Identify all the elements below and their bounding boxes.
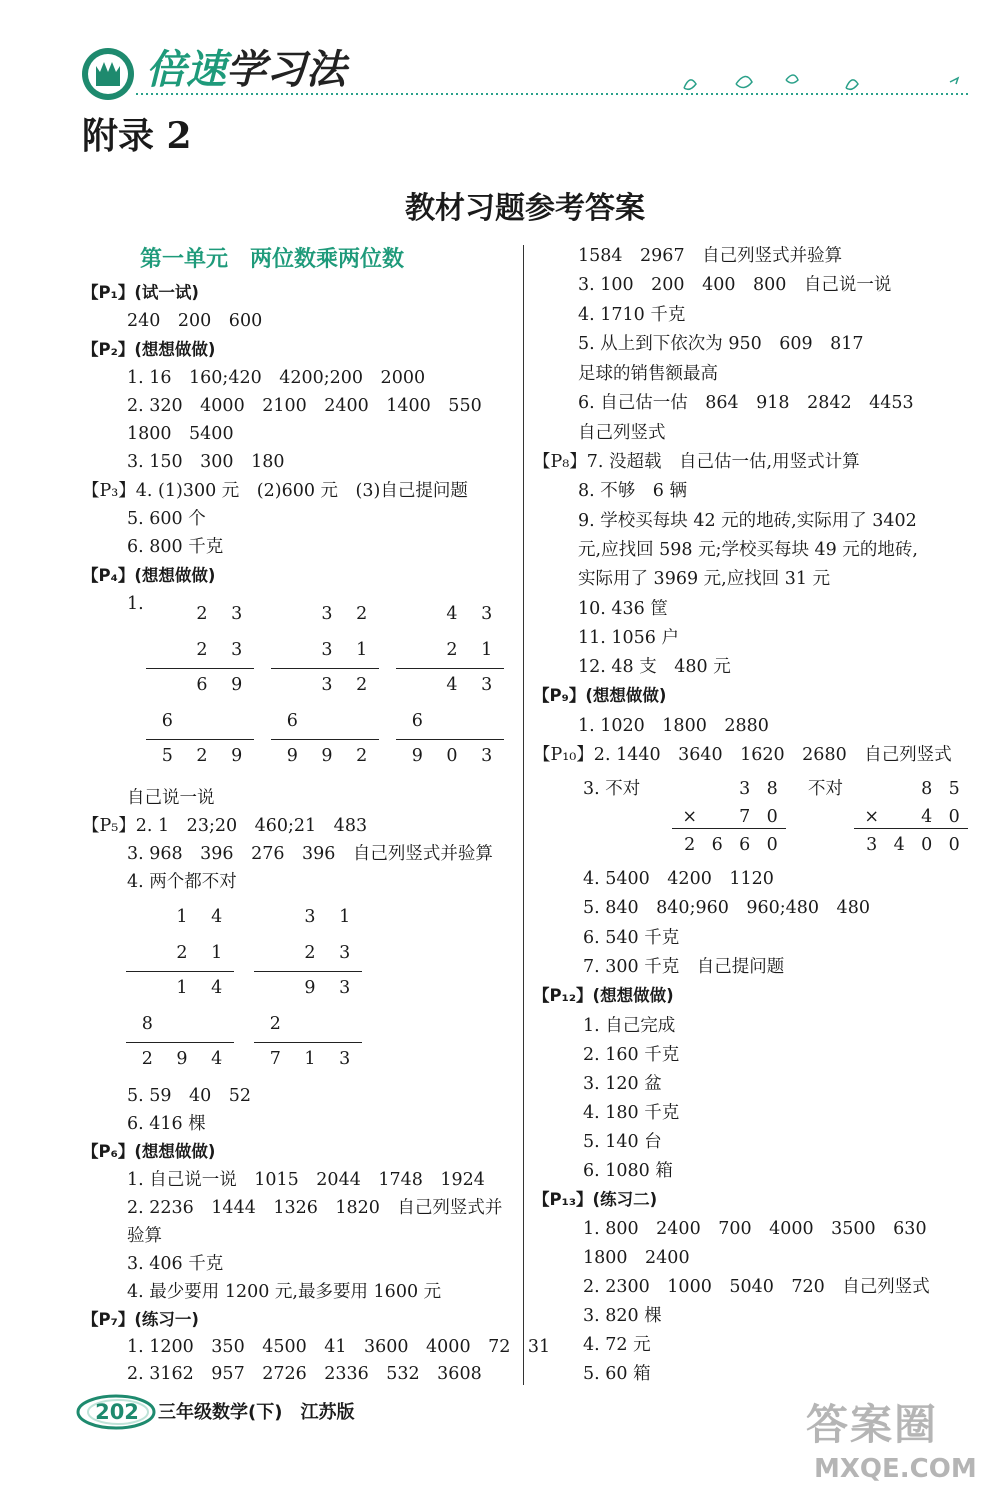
left-answer-line: 1. 自己说一说 1015 2044 1748 1924: [127, 1170, 485, 1190]
digit: 3: [866, 835, 878, 855]
left-answer-line: 【P₆】(想想做做): [82, 1142, 216, 1161]
right-answer-line: 6. 540 千克: [583, 928, 680, 948]
right-answer-line: 6. 1080 箱: [583, 1161, 673, 1181]
left-answer-line: 【P₅】2. 1 23;20 460;21 483: [82, 816, 368, 836]
digit: [409, 674, 425, 696]
calc-rule-line: [146, 668, 254, 669]
digit: 6: [196, 675, 208, 695]
digit: [682, 778, 698, 800]
right-answer-line: 4. 72 元: [583, 1335, 651, 1355]
right-answer-line: 【P₁₂】(想想做做): [533, 986, 674, 1005]
digit: 3: [231, 639, 243, 660]
digit: 2: [684, 835, 696, 855]
digit: [194, 710, 210, 732]
left-answer-line: 6. 416 棵: [127, 1114, 206, 1134]
digit: 9: [411, 746, 423, 766]
brand-name-part1: 倍速: [146, 47, 226, 93]
digit: 6: [739, 835, 751, 855]
digit: 0: [921, 835, 933, 855]
digit: 8: [766, 779, 778, 799]
right-answer-line: 自己列竖式: [578, 423, 666, 443]
column-divider: [523, 245, 524, 1385]
left-answer-line: 2. 3162 957 2726 2336 532 3608: [127, 1364, 482, 1384]
left-answer-line: 1800 5400: [127, 424, 234, 444]
digit: 2: [446, 639, 458, 660]
digit: 2: [196, 746, 208, 766]
digit: 4: [893, 835, 905, 855]
brand-name-part2: 学习法: [226, 47, 346, 93]
left-answer-line: 6. 800 千克: [127, 537, 224, 557]
digit: 5: [948, 779, 960, 799]
left-answer-line: 2. 2236 1444 1326 1820 自己列竖式并: [127, 1198, 503, 1218]
right-answer-line: 2. 160 千克: [583, 1045, 680, 1065]
digit: [891, 778, 907, 800]
calc-rule-line: [396, 739, 504, 740]
digit: [319, 710, 335, 732]
digit: [159, 674, 175, 696]
digit: 6: [161, 710, 173, 731]
digit: [864, 778, 880, 800]
digit: [267, 942, 283, 964]
digit: 4: [446, 675, 458, 695]
digit: [229, 710, 245, 732]
digit: 4: [211, 978, 223, 998]
right-answer-line: 足球的销售额最高: [578, 364, 718, 384]
digit: 3: [339, 942, 351, 963]
left-answer-line: 1. 16 160;420 4200;200 2000: [127, 368, 426, 388]
right-answer-line: 不对: [808, 779, 843, 799]
digit: 1: [356, 639, 368, 660]
digit: 2: [356, 746, 368, 766]
digit: [209, 1013, 225, 1035]
digit: 4: [921, 807, 933, 827]
times-sign: ×: [682, 807, 698, 827]
digit: 6: [411, 710, 423, 731]
right-answer-line: 【P₁₃】(练习二): [533, 1190, 658, 1209]
digit: 0: [948, 807, 960, 827]
digit: [891, 806, 907, 828]
digit: 0: [766, 807, 778, 827]
digit: 3: [321, 639, 333, 660]
right-answer-line: 4. 5400 4200 1120: [583, 869, 774, 889]
right-answer-line: 9. 学校买每块 42 元的地砖,实际用了 3402: [578, 511, 917, 531]
right-answer-line: 5. 60 箱: [583, 1364, 651, 1384]
digit: 3: [304, 907, 316, 927]
right-answer-line: 【P₉】(想想做做): [533, 686, 667, 705]
digit: [159, 603, 175, 625]
digit: [139, 942, 155, 964]
digit: 7: [739, 807, 751, 827]
digit: 8: [921, 779, 933, 799]
digit: [174, 1013, 190, 1035]
calc-rule-line: [126, 1042, 234, 1043]
digit: 2: [356, 675, 368, 695]
digit: 0: [766, 835, 778, 855]
digit: 9: [286, 746, 298, 766]
left-answer-line: 3. 150 300 180: [127, 452, 285, 472]
digit: 0: [948, 835, 960, 855]
digit: 9: [231, 675, 243, 695]
left-answer-line: 1.: [127, 594, 144, 614]
digit: 9: [304, 978, 316, 998]
book-title: 三年级数学(下) 江苏版: [158, 1402, 355, 1423]
digit: 6: [711, 835, 723, 855]
left-answer-line: 验算: [127, 1226, 162, 1246]
calc-rule-line: [854, 828, 968, 829]
right-answer-line: 5. 840 840;960 960;480 480: [583, 898, 870, 918]
digit: [409, 603, 425, 625]
digit: 3: [739, 779, 751, 799]
right-answer-line: 2. 2300 1000 5040 720 自己列竖式: [583, 1277, 930, 1297]
calc-rule-line: [271, 668, 379, 669]
right-answer-line: 1584 2967 自己列竖式并验算: [578, 246, 843, 266]
digit: [284, 639, 300, 661]
left-answer-line: 自己说一说: [127, 788, 215, 808]
digit: [139, 906, 155, 928]
digit: 2: [356, 604, 368, 624]
digit: [479, 710, 495, 732]
digit: 3: [481, 675, 493, 695]
calc-rule-line: [146, 739, 254, 740]
right-answer-line: 【P₈】7. 没超载 自己估一估,用竖式计算: [533, 452, 860, 472]
right-answer-line: 11. 1056 户: [578, 628, 679, 648]
left-answer-line: 3. 406 千克: [127, 1254, 224, 1274]
right-answer-line: 3. 820 棵: [583, 1306, 662, 1326]
left-answer-line: 1. 1200 350 4500 41 3600 4000 72 31: [127, 1337, 551, 1357]
right-answer-line: 10. 436 筐: [578, 599, 668, 619]
digit: 0: [446, 746, 458, 766]
digit: 3: [481, 604, 493, 624]
digit: [284, 603, 300, 625]
left-answer-line: 240 200 600: [127, 311, 263, 331]
right-answer-line: 6. 自己估一估 864 918 2842 4453: [578, 393, 914, 413]
unit-heading: 第一单元 两位数乘两位数: [140, 247, 405, 272]
right-answer-line: 5. 从上到下依次为 950 609 817: [578, 334, 864, 354]
digit: 1: [481, 639, 493, 660]
left-answer-line: 【P₁】(试一试): [82, 283, 199, 302]
digit: 2: [176, 942, 188, 963]
calc-rule-line: [271, 739, 379, 740]
digit: 1: [339, 907, 351, 927]
right-answer-line: 8. 不够 6 辆: [578, 481, 687, 501]
digit: 3: [321, 675, 333, 695]
right-answer-line: 元,应找回 598 元;学校买每块 49 元的地砖,: [578, 540, 918, 560]
digit: 4: [211, 1049, 223, 1069]
right-answer-line: 12. 48 支 480 元: [578, 657, 731, 677]
calc-rule-line: [254, 1042, 362, 1043]
right-answer-line: 3. 120 盆: [583, 1074, 662, 1094]
digit: [337, 1013, 353, 1035]
digit: 3: [481, 746, 493, 766]
digit: 3: [339, 978, 351, 998]
digit: 3: [231, 604, 243, 624]
watermark-logo: 答案圈: [806, 1400, 939, 1449]
digit: 2: [196, 639, 208, 660]
right-answer-line: 1800 2400: [583, 1248, 690, 1268]
digit: [267, 906, 283, 928]
digit: 1: [176, 907, 188, 927]
digit: [159, 639, 175, 661]
digit: 2: [141, 1049, 153, 1069]
digit: 4: [446, 604, 458, 624]
digit: 5: [161, 746, 173, 766]
digit: 6: [286, 710, 298, 731]
digit: [409, 639, 425, 661]
digit: [354, 710, 370, 732]
digit: 2: [196, 604, 208, 624]
brand-logo-icon: [80, 46, 136, 102]
digit: [444, 710, 460, 732]
left-answer-line: 5. 59 40 52: [127, 1086, 252, 1106]
digit: 7: [269, 1049, 281, 1069]
watermark-url: MXQE.COM: [814, 1454, 977, 1484]
digit: 2: [304, 942, 316, 963]
digit: 1: [176, 978, 188, 998]
calc-rule-line: [254, 971, 362, 972]
digit: 2: [269, 1013, 281, 1034]
page-number: 202: [95, 1400, 139, 1424]
digit: [709, 778, 725, 800]
digit: 4: [211, 907, 223, 927]
digit: [267, 977, 283, 999]
main-title: 教材习题参考答案: [405, 191, 645, 226]
times-sign: ×: [864, 807, 880, 827]
digit: 3: [339, 1049, 351, 1069]
digit: 9: [231, 746, 243, 766]
right-answer-line: 1. 自己完成: [583, 1016, 676, 1036]
digit: 9: [321, 746, 333, 766]
left-answer-line: 5. 600 个: [127, 509, 206, 529]
digit: 9: [176, 1049, 188, 1069]
digit: 3: [321, 604, 333, 624]
digit: 1: [211, 942, 223, 963]
left-answer-line: 【P₄】(想想做做): [82, 566, 216, 585]
left-answer-line: 【P₂】(想想做做): [82, 340, 216, 359]
right-answer-line: 1. 1020 1800 2880: [578, 716, 769, 736]
left-answer-line: 4. 两个都不对: [127, 872, 237, 892]
digit: [139, 977, 155, 999]
digit: [284, 674, 300, 696]
left-answer-line: 2. 320 4000 2100 2400 1400 550: [127, 396, 482, 416]
right-answer-line: 实际用了 3969 元,应找回 31 元: [578, 569, 831, 589]
calc-rule-line: [126, 971, 234, 972]
right-answer-line: 4. 180 千克: [583, 1103, 680, 1123]
header-dotted-decoration: [136, 68, 976, 98]
right-answer-line: 5. 140 台: [583, 1132, 662, 1152]
right-answer-line: 3. 不对: [583, 779, 641, 799]
digit: 8: [141, 1013, 153, 1034]
left-answer-line: 【P₇】(练习一): [82, 1310, 199, 1329]
left-answer-line: 3. 968 396 276 396 自己列竖式并验算: [127, 844, 493, 864]
right-answer-line: 【P₁₀】2. 1440 3640 1620 2680 自己列竖式: [533, 745, 952, 765]
right-answer-line: 4. 1710 千克: [578, 305, 686, 325]
left-answer-line: 【P₃】4. (1)300 元 (2)600 元 (3)自己提问题: [82, 481, 468, 501]
right-answer-line: 1. 800 2400 700 4000 3500 630: [583, 1219, 927, 1239]
right-answer-line: 3. 100 200 400 800 自己说一说: [578, 275, 892, 295]
calc-rule-line: [672, 828, 786, 829]
digit: [302, 1013, 318, 1035]
right-answer-line: 7. 300 千克 自己提问题: [583, 957, 785, 977]
left-answer-line: 4. 最少要用 1200 元,最多要用 1600 元: [127, 1282, 442, 1302]
calc-rule-line: [396, 668, 504, 669]
appendix-title: 附录 2: [82, 115, 192, 157]
digit: 1: [304, 1049, 316, 1069]
digit: [709, 806, 725, 828]
